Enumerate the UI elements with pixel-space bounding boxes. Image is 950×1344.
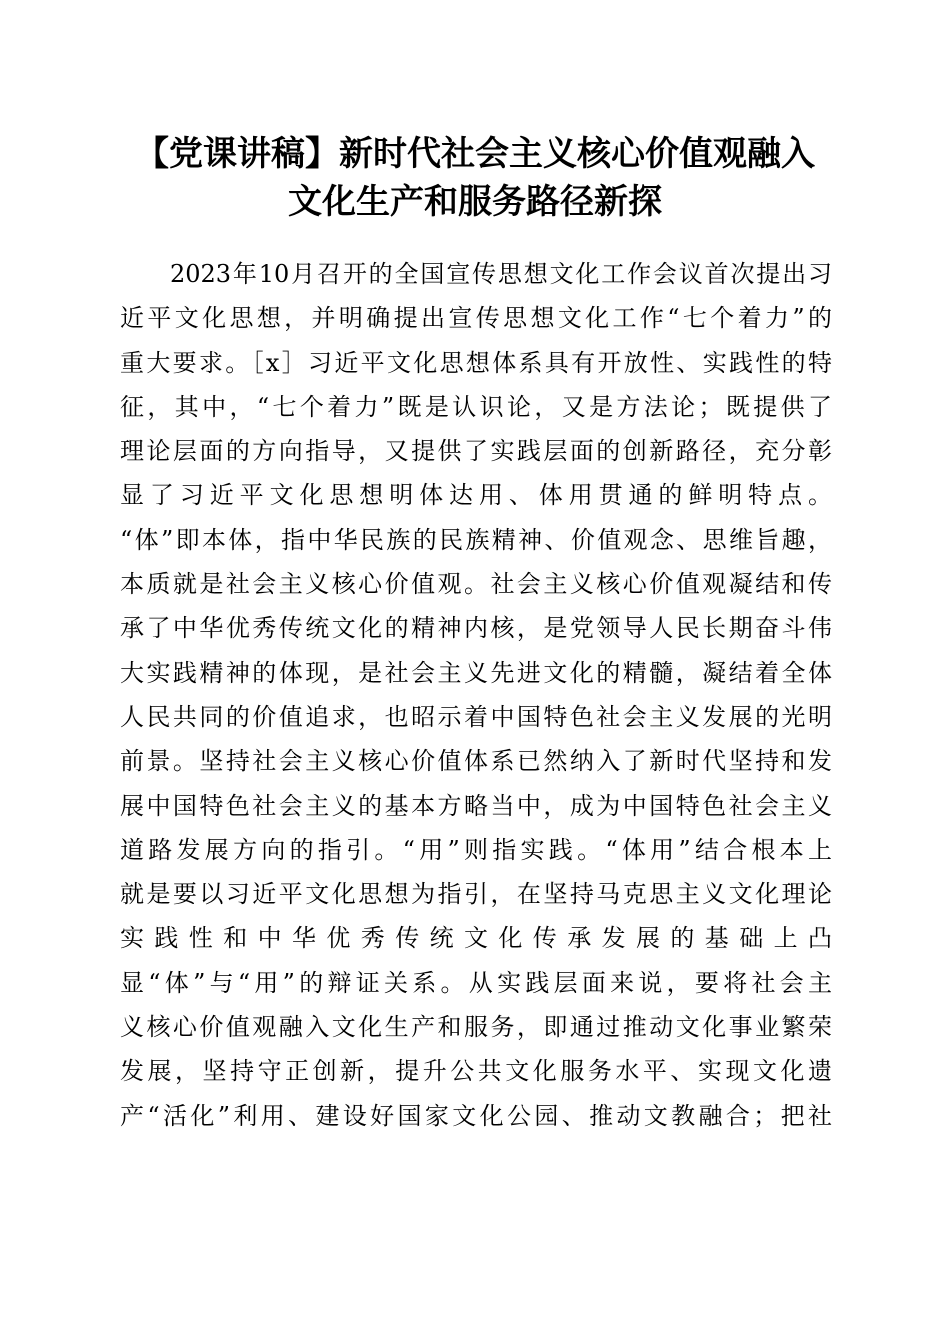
title-line-2: 文化生产和服务路径新探	[288, 182, 662, 222]
body-line: 实践性和中华优秀传统文化传承发展的基础上凸	[120, 924, 832, 953]
body-line: 征，其中，“七个着力”既是认识论，又是方法论；既提供了	[120, 392, 832, 421]
body-line: 道路发展方向的指引。“用”则指实践。“体用”结合根本上	[120, 835, 832, 864]
body-line: 显了习近平文化思想明体达用、体用贯通的鲜明特点。	[120, 481, 832, 510]
body-paragraph	[120, 252, 832, 1138]
document-title	[110, 130, 840, 226]
body-line: 前景。坚持社会主义核心价值体系已然纳入了新时代坚持和发	[120, 747, 832, 776]
body-line: 重大要求。［x］习近平文化思想体系具有开放性、实践性的特	[120, 348, 832, 377]
body-line: 承了中华优秀传统文化的精神内核，是党领导人民长期奋斗伟	[120, 614, 832, 643]
body-line: 理论层面的方向指导，又提供了实践层面的创新路径，充分彰	[120, 437, 832, 466]
body-line: 近平文化思想，并明确提出宣传思想文化工作“七个着力”的	[120, 304, 832, 333]
body-line: 义核心价值观融入文化生产和服务，即通过推动文化事业繁荣	[120, 1013, 832, 1042]
body-line: 大实践精神的体现，是社会主义先进文化的精髓，凝结着全体	[120, 658, 832, 687]
body-line: 就是要以习近平文化思想为指引，在坚持马克思主义文化理论	[120, 880, 832, 909]
body-line: 人民共同的价值追求，也昭示着中国特色社会主义发展的光明	[120, 702, 832, 731]
body-line: 产“活化”利用、建设好国家文化公园、推动文教融合；把社	[120, 1101, 832, 1130]
body-line: 本质就是社会主义核心价值观。社会主义核心价值观凝结和传	[120, 570, 832, 599]
title-line-1: 【党课讲稿】新时代社会主义核心价值观融入	[135, 134, 815, 174]
body-line: 显“体”与“用”的辩证关系。从实践层面来说，要将社会主	[120, 968, 832, 997]
body-line: 2023年10月召开的全国宣传思想文化工作会议首次提出习	[170, 260, 832, 288]
body-line: 发展，坚持守正创新，提升公共文化服务水平、实现文化遗	[120, 1057, 832, 1086]
body-line: 展中国特色社会主义的基本方略当中，成为中国特色社会主义	[120, 791, 832, 820]
body-line: “体”即本体，指中华民族的民族精神、价值观念、思维旨趣，	[120, 525, 832, 554]
